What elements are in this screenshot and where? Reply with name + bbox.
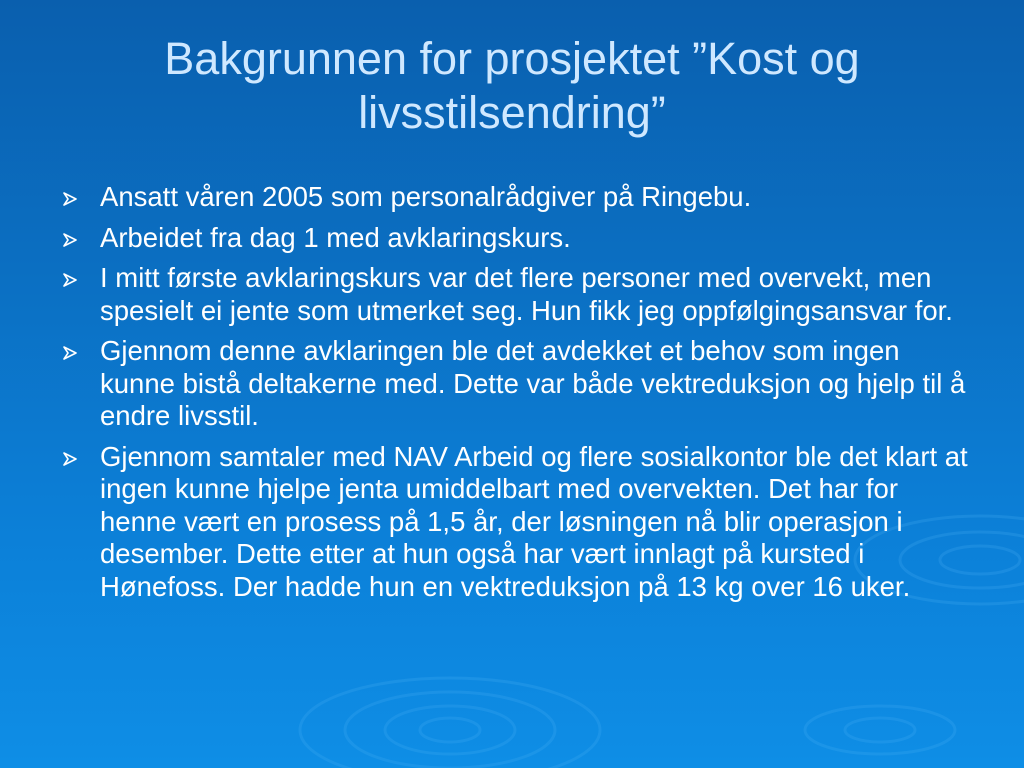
- bullet-text: Ansatt våren 2005 som personalrådgiver på Ringebu.: [100, 181, 752, 212]
- arrowhead-bullet-icon: [62, 192, 78, 206]
- bullet-item: [62, 181, 982, 214]
- arrowhead-bullet-icon: [62, 452, 78, 466]
- bullet-text: Gjennom samtaler med NAV Arbeid og flere sosialkontor ble det klart at ingen kunne hjelpe jenta umiddelbart med overvekten. Det har for henne vært en prosess på 1,5 år, der løsningen nå blir operasjon i desember. Dette etter at hun også har vært innlagt på kursted i Hønefoss. Der hadde hun en vektreduksjon på 13 kg over 16 uker.: [100, 440, 968, 602]
- bullet-item: [62, 335, 982, 433]
- slide-title: Bakgrunnen for prosjektet ”Kost og livsstilsendring”: [164, 33, 860, 138]
- bullet-item: [62, 262, 982, 327]
- bullet-list: [62, 181, 982, 611]
- bullet-item: [62, 441, 982, 604]
- arrowhead-bullet-icon: [62, 233, 78, 247]
- bullet-text: Gjennom denne avklaringen ble det avdekket et behov som ingen kunne bistå deltakerne med. Dette var både vektreduksjon og hjelp til å endre livsstil.: [100, 335, 966, 431]
- bullet-item: [62, 222, 982, 255]
- bullet-text: Arbeidet fra dag 1 med avklaringskurs.: [100, 221, 571, 253]
- bullet-text: I mitt første avklaringskurs var det flere personer med overvekt, men spesielt ei jente som utmerket seg. Hun fikk jeg oppfølgingsansvar for.: [100, 262, 953, 326]
- arrowhead-bullet-icon: [62, 273, 78, 287]
- arrowhead-bullet-icon: [62, 346, 78, 360]
